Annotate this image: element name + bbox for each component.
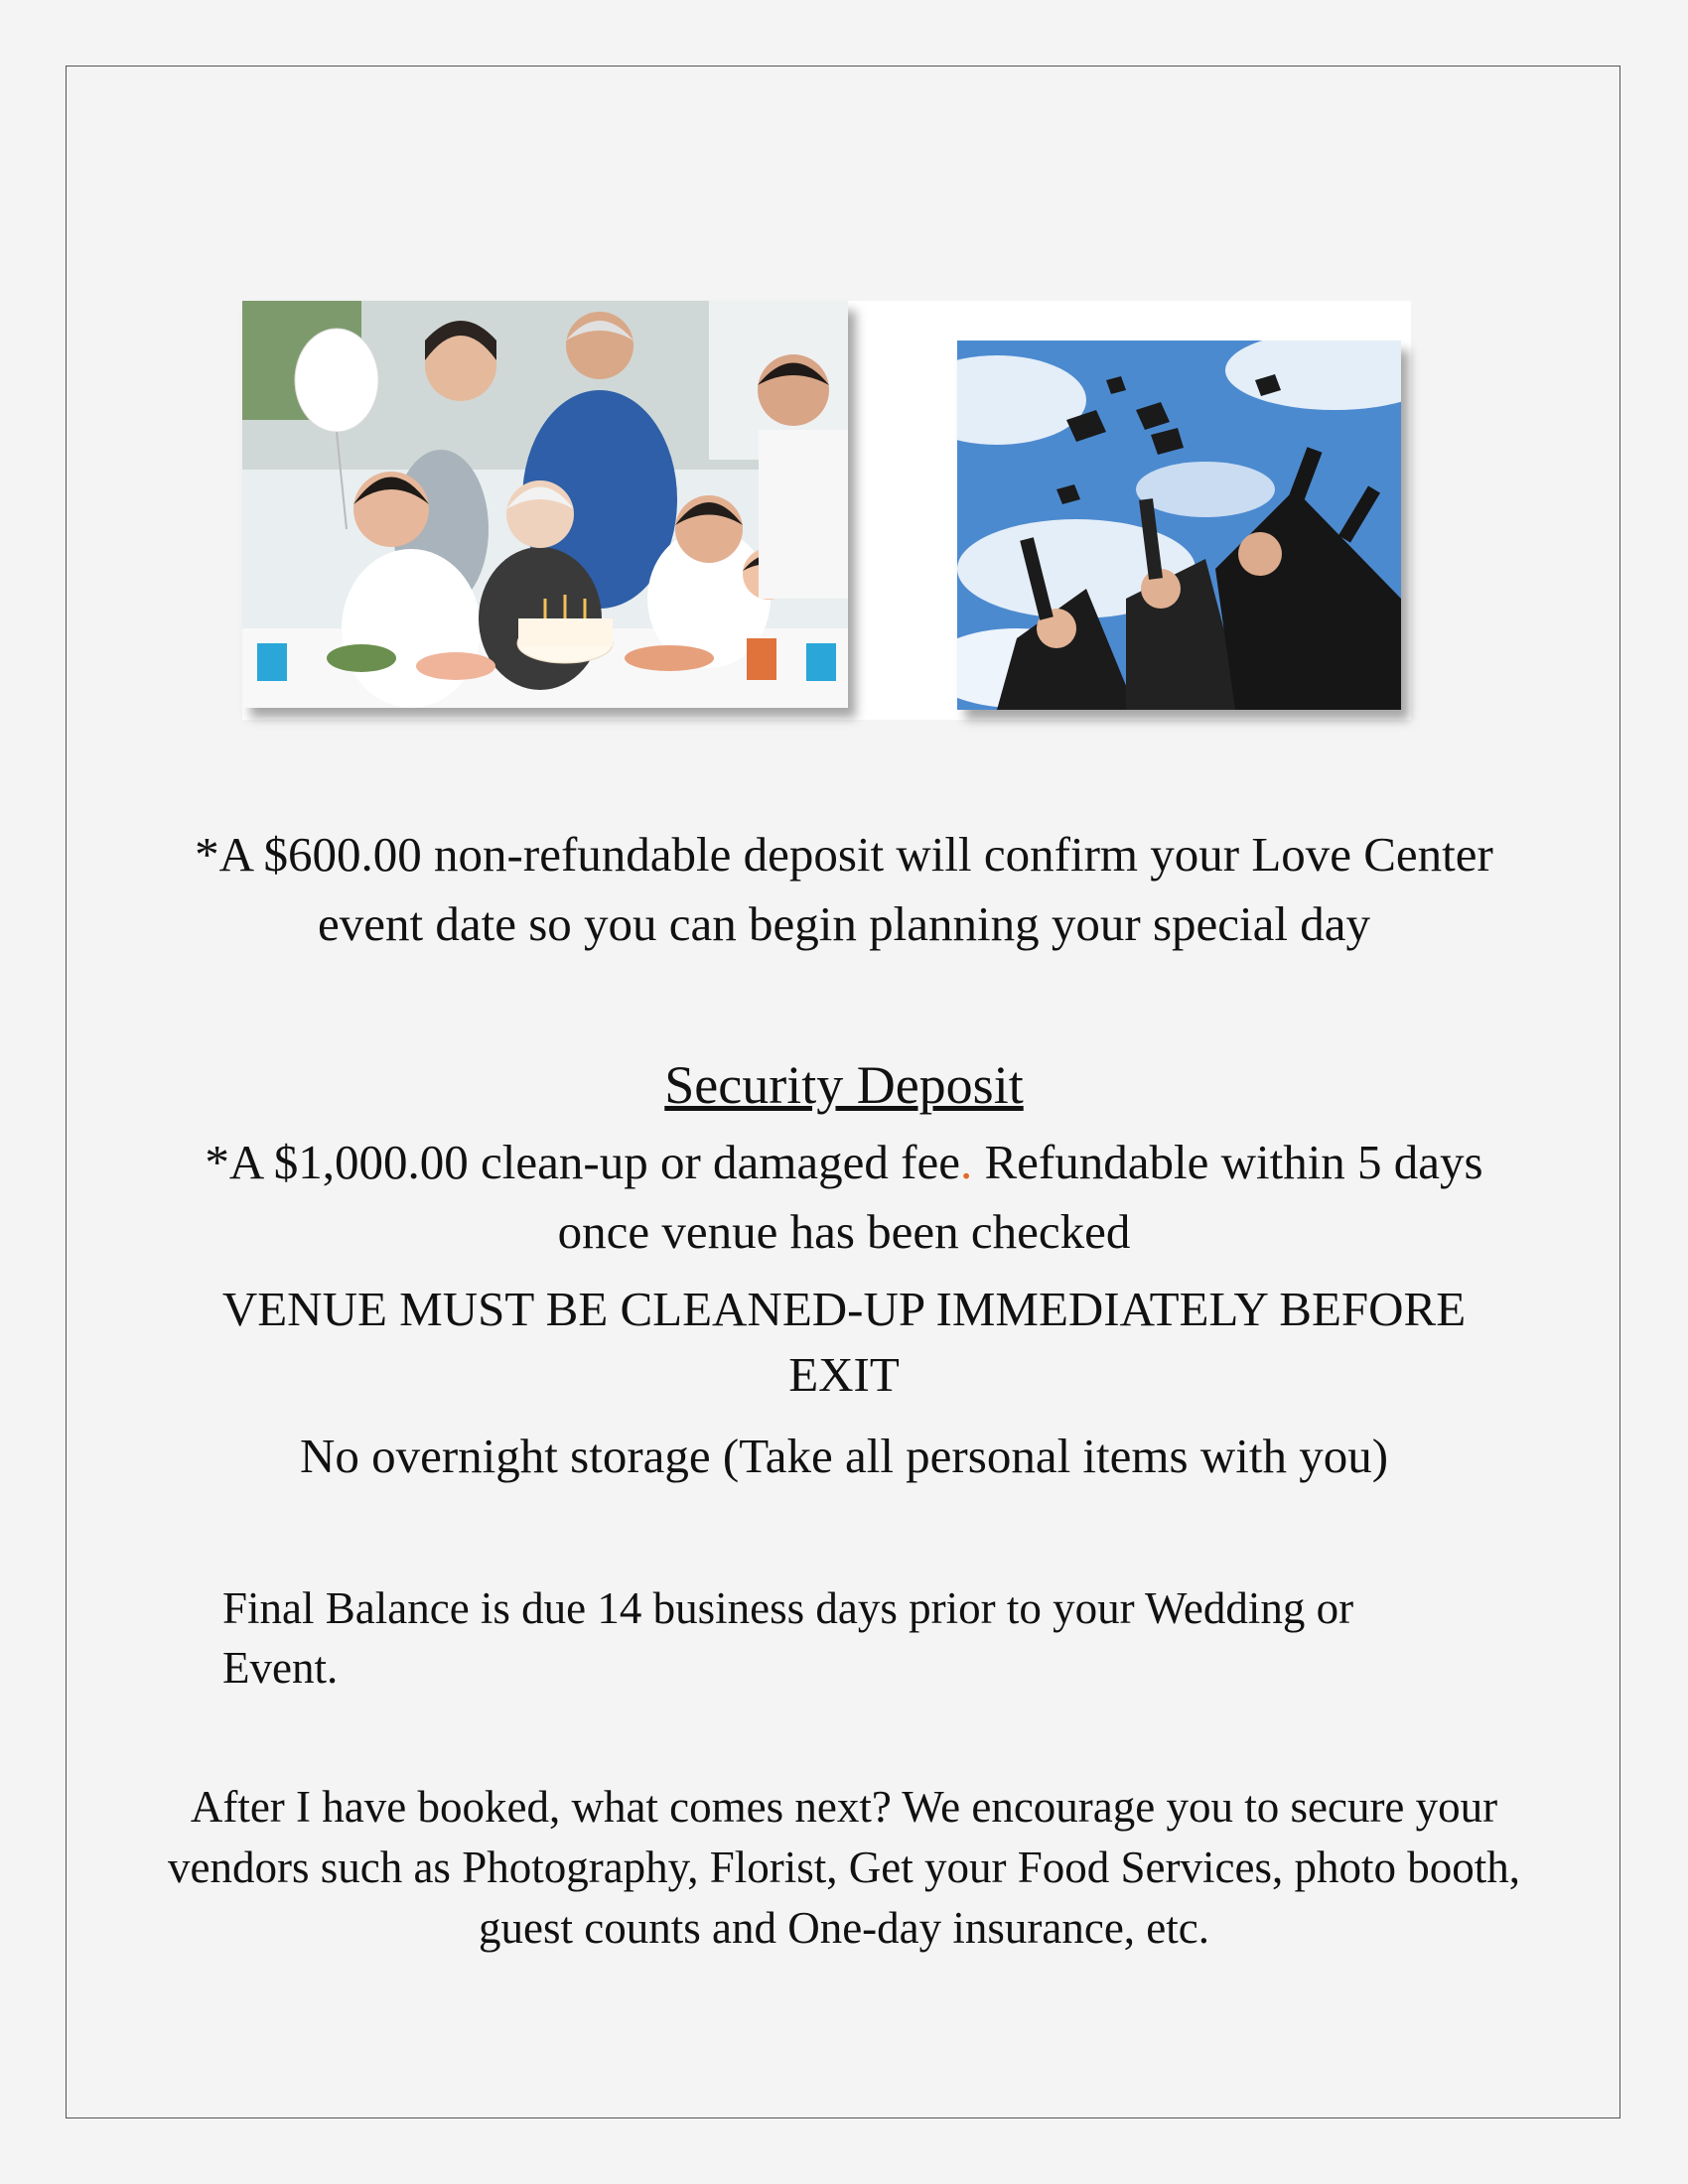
graduation-photo bbox=[957, 341, 1401, 710]
deposit-note: *A $600.00 non-refundable deposit will confirm your Love Center event date so you can begin planning your special day bbox=[195, 827, 1493, 951]
family-celebration-photo bbox=[242, 301, 848, 708]
cleanup-warning: VENUE MUST BE CLEANED-UP IMMEDIATELY BEFORE EXIT bbox=[221, 1282, 1467, 1402]
security-deposit-heading: Security Deposit bbox=[664, 1055, 1024, 1115]
accent-dot: . bbox=[959, 1135, 973, 1189]
security-fee-text: *A $1,000.00 clean-up or damaged fee bbox=[205, 1135, 960, 1189]
after-booking-note: After I have booked, what comes next? We encourage you to secure your vendors such as Photography, Florist, Get your Food Services, photo booth, guest counts and One-day insurance, etc. bbox=[168, 1782, 1520, 1953]
photo-strip bbox=[242, 301, 1411, 720]
storage-note: No overnight storage (Take all personal items with you) bbox=[299, 1429, 1389, 1483]
final-balance-note: Final Balance is due 14 business days prior to your Wedding or Event. bbox=[222, 1583, 1354, 1693]
security-deposit-text bbox=[159, 1128, 1529, 1267]
security-refund-text: Refundable within 5 days once venue has been checked bbox=[557, 1135, 1483, 1259]
